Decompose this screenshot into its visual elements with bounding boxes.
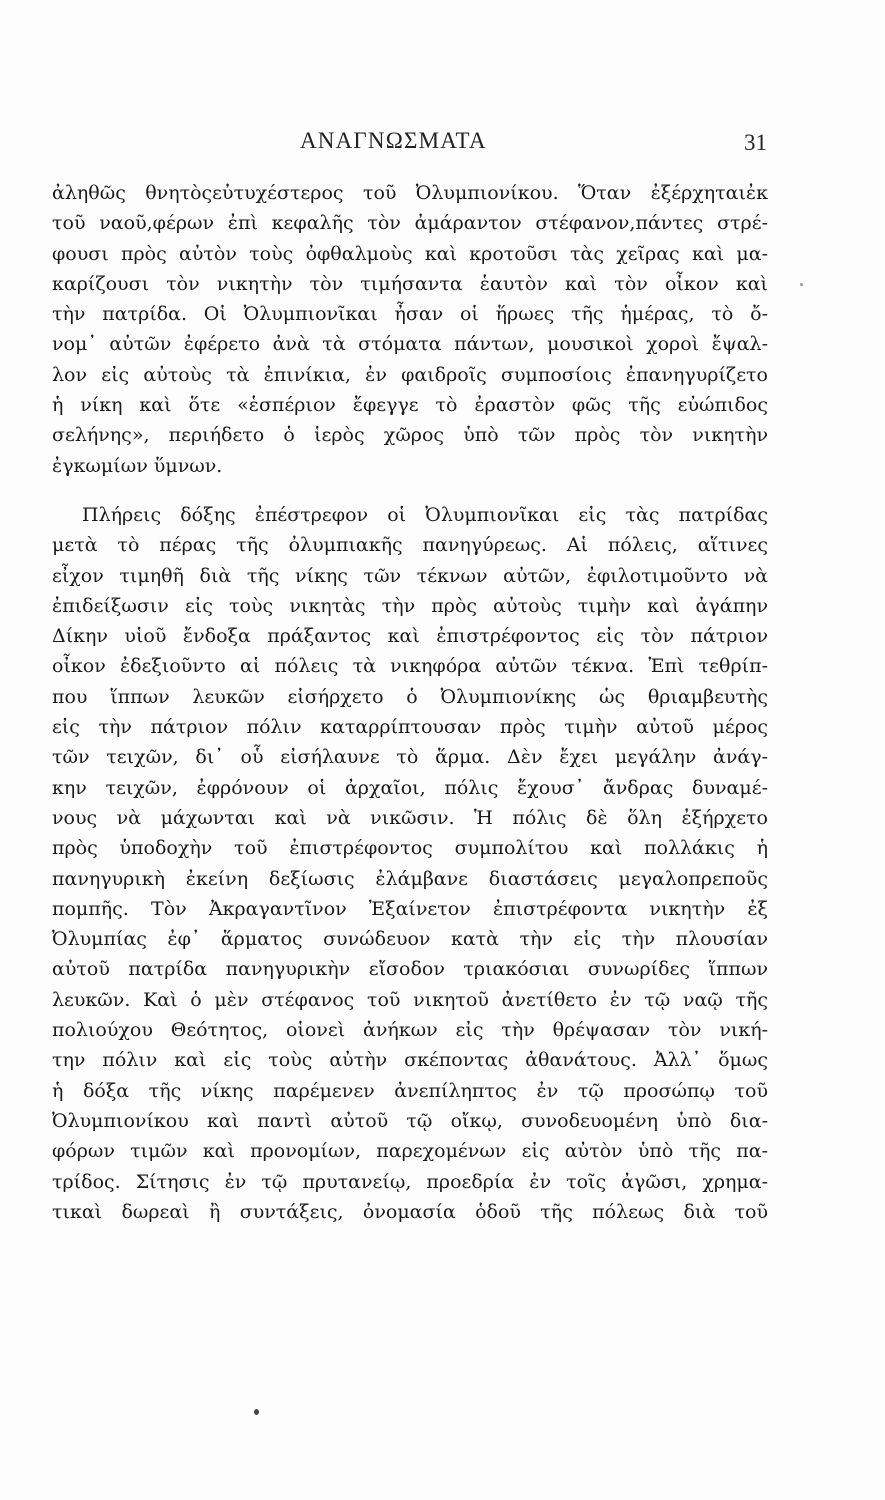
- text-line: Πλήρεις δόξης ἐπέστρεφον οἱ Ὀλυμπιονῖκαι εἰς τὰς πατρίδας: [82, 503, 768, 526]
- text-line: νους νὰ μάχωνται καὶ νὰ νικῶσιν. Ἡ πόλις δὲ ὅλη ἐξήρχετο: [52, 806, 768, 829]
- text-line: φουσι πρὸς αὐτὸν τοὺς ὀφθαλμοὺς καὶ κροτοῦσι τὰς χεῖρας καὶ μα-: [52, 242, 768, 265]
- text-line: τὴν πατρίδα. Οἱ Ὀλυμπιονῖκαι ἦσαν οἱ ἥρωες τῆς ἡμέρας, τὸ ὄ-: [52, 303, 768, 326]
- running-title: ΑΝΑΓΝΩΣΜΑΤΑ: [300, 128, 487, 153]
- text-line: καρίζουσι τὸν νικητὴν τὸν τιμήσαντα ἑαυτὸν καὶ τὸν οἶκον καὶ: [52, 272, 768, 295]
- text-line: ἡ δόξα τῆς νίκης παρέμενεν ἀνεπίληπτος ἐν τῷ προσώπῳ τοῦ: [52, 1079, 768, 1102]
- text-line: πρὸς ὑποδοχὴν τοῦ ἐπιστρέφοντος συμπολίτου καὶ πολλάκις ἡ: [52, 837, 768, 860]
- paragraph-1: [52, 178, 768, 481]
- text-line: ἀληθῶς θνητὸςεὐτυχέστερος τοῦ Ὀλυμπιονίκου. Ὅταν ἐξέρχηταιἐκ: [52, 182, 768, 204]
- text-line: εἰς τὴν πάτριον πόλιν καταρρίπτουσαν πρὸς τιμὴν αὐτοῦ μέρος: [52, 716, 768, 739]
- text-line: εἶχον τιμηθῆ διὰ τῆς νίκης τῶν τέκνων αὐτῶν, ἐφιλοτιμοῦντο νὰ: [52, 564, 768, 587]
- text-line: τοῦ ναοῦ,φέρων ἐπὶ κεφαλῆς τὸν ἀμάραντον στέφανον,πάντες στρέ-: [52, 212, 768, 235]
- text-line: τρίδος. Σίτησις ἐν τῷ πρυτανείῳ, προεδρία ἐν τοῖς ἀγῶσι, χρημα-: [52, 1170, 768, 1193]
- text-line: πολιούχου Θεότητος, οἱονεὶ ἀνήκων εἰς τὴν θρέψασαν τὸν νική-: [52, 1019, 768, 1042]
- text-line: πομπῆς. Τὸν Ἀκραγαντῖνον Ἐξαίνετον ἐπιστρέφοντα νικητὴν ἐξ: [52, 897, 768, 920]
- text-line: λον εἰς αὐτοὺς τὰ ἐπινίκια, ἐν φαιδροῖς συμποσίοις ἐπανηγυρίζετο: [52, 363, 768, 386]
- text-line: τῶν τειχῶν, δι᾽ οὗ εἰσήλαυνε τὸ ἅρμα. Δὲν ἔχει μεγάλην ἀνάγ-: [52, 746, 768, 769]
- text-line: την πόλιν καὶ εἰς τοὺς αὐτὴν σκέποντας ἀθανάτους. Ἀλλ᾽ ὅμως: [52, 1049, 768, 1072]
- text-line: ἡ νίκη καὶ ὅτε «ἑσπέριον ἔφεγγε τὸ ἐραστὸν φῶς τῆς εὐώπιδος: [52, 394, 768, 417]
- body-text: [52, 178, 768, 1227]
- text-line: Δίκην υἱοῦ ἔνδοξα πράξαντος καὶ ἐπιστρέφοντος εἰς τὸν πάτριον: [52, 625, 768, 648]
- text-line: πανηγυρικὴ ἐκείνη δεξίωσις ἐλάμβανε διαστάσεις μεγαλοπρεποῦς: [52, 867, 768, 890]
- ink-speck: [254, 1409, 259, 1415]
- text-line: οἶκον ἐδεξιοῦντο αἱ πόλεις τὰ νικηφόρα αὐτῶν τέκνα. Ἐπὶ τεθρίπ-: [52, 655, 768, 678]
- paragraph-gap: [52, 481, 768, 500]
- text-line: νομ᾽ αὐτῶν ἐφέρετο ἀνὰ τὰ στόματα πάντων, μουσικοὶ χοροὶ ἔψαλ-: [52, 333, 768, 356]
- text-line: φόρων τιμῶν καὶ προνομίων, παρεχομένων εἰς αὐτὸν ὑπὸ τῆς πα-: [52, 1140, 768, 1163]
- text-line: μετὰ τὸ πέρας τῆς ὀλυμπιακῆς πανηγύρεως. Αἱ πόλεις, αἵτινες: [52, 534, 768, 557]
- text-line: Ὀλυμπίας ἐφ᾽ ἅρματος συνώδευον κατὰ τὴν εἰς τὴν πλουσίαν: [52, 928, 768, 951]
- text-line: που ἵππων λευκῶν εἰσήρχετο ὁ Ὀλυμπιονίκης ὡς θριαμβευτὴς: [52, 685, 768, 708]
- paragraph-2: [52, 500, 768, 1227]
- text-line: σελήνης», περιήδετο ὁ ἱερὸς χῶρος ὑπὸ τῶν πρὸς τὸν νικητὴν: [52, 424, 768, 447]
- text-line: κην τειχῶν, ἐφρόνουν οἱ ἀρχαῖοι, πόλις ἔχουσ᾽ ἄνδρας δυναμέ-: [52, 776, 768, 799]
- page-header: [0, 128, 885, 164]
- text-line: λευκῶν. Καὶ ὁ μὲν στέφανος τοῦ νικητοῦ ἀνετίθετο ἐν τῷ ναῷ τῆς: [52, 988, 768, 1011]
- text-line: τικαὶ δωρεαὶ ἢ συντάξεις, ὀνομασία ὁδοῦ τῆς πόλεως διὰ τοῦ: [52, 1200, 768, 1223]
- text-line: Ὀλυμπιονίκου καὶ παντὶ αὐτοῦ τῷ οἴκῳ, συνοδευομένη ὑπὸ δια-: [52, 1109, 768, 1132]
- text-line: αὐτοῦ πατρίδα πανηγυρικὴν εἴσοδον τριακόσιαι συνωρίδες ἵππων: [52, 958, 768, 981]
- text-line: ἐπιδείξωσιν εἰς τοὺς νικητὰς τὴν πρὸς αὐτοὺς τιμὴν καὶ ἀγάπην: [52, 594, 768, 617]
- page-number: 31: [744, 130, 767, 155]
- text-line: ἐγκωμίων ὕμνων.: [52, 454, 223, 477]
- ink-speck: [800, 283, 803, 286]
